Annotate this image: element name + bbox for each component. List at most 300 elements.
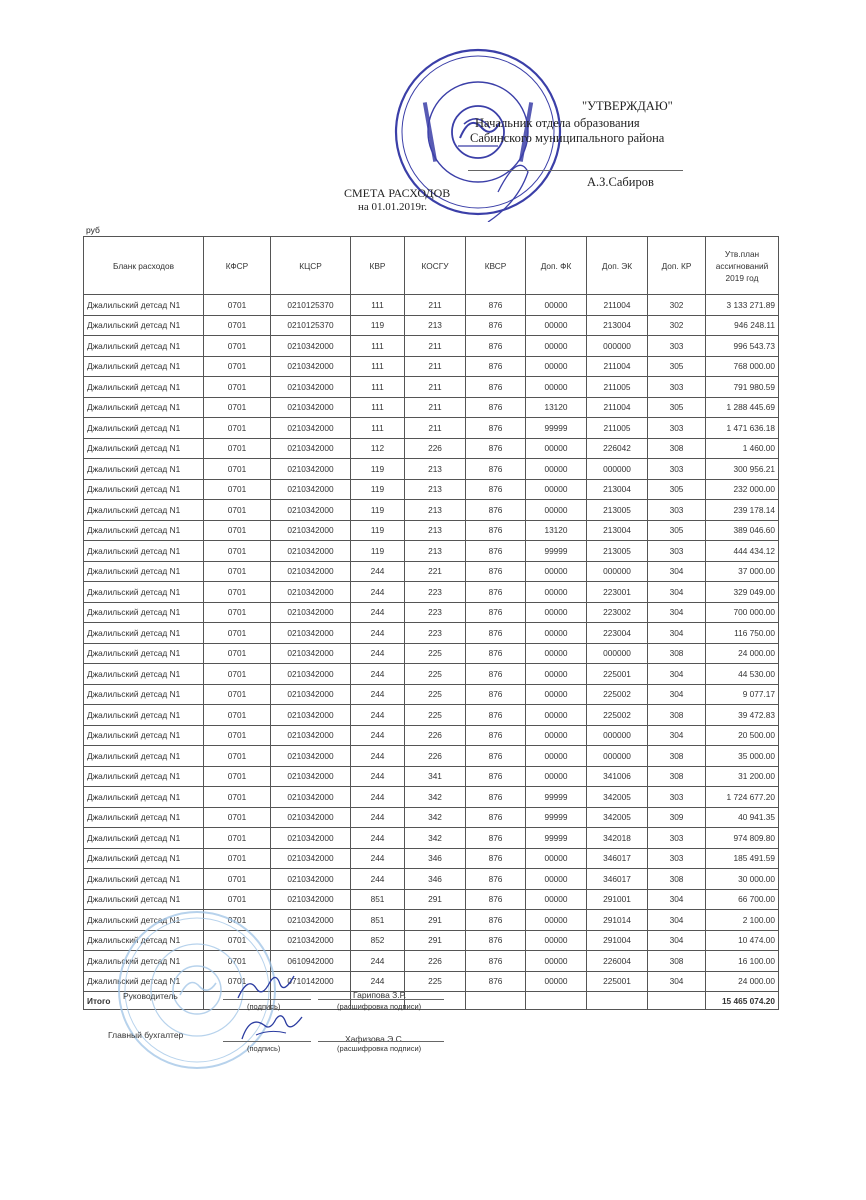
head-decode-caption: (расшифровка подписи) <box>337 1002 422 1011</box>
cell-expense-form: Джалильский детсад N1 <box>84 746 204 767</box>
table-row <box>84 295 779 316</box>
cell-dop-fk: 00000 <box>526 295 587 316</box>
cell-dop-fk: 13120 <box>526 397 587 418</box>
cell-plan-amount: 239 178.14 <box>706 500 779 521</box>
cell-kcsr: 0610942000 <box>271 951 351 972</box>
cell-kfsr: 0701 <box>204 582 271 603</box>
cell-kcsr: 0210342000 <box>271 582 351 603</box>
cell-kfsr: 0701 <box>204 356 271 377</box>
cell-kfsr: 0701 <box>204 520 271 541</box>
cell-kfsr: 0701 <box>204 561 271 582</box>
cell-kcsr: 0210342000 <box>271 725 351 746</box>
cell-dop-ek: 342005 <box>587 807 648 828</box>
cell-kvsr: 876 <box>466 643 526 664</box>
cell-kvsr: 876 <box>466 541 526 562</box>
cell-kvr: 119 <box>351 459 405 480</box>
cell-dop-fk: 00000 <box>526 500 587 521</box>
cell-expense-form: Джалильский детсад N1 <box>84 971 204 992</box>
cell-plan-amount: 37 000.00 <box>706 561 779 582</box>
cell-plan-amount: 116 750.00 <box>706 623 779 644</box>
approve-title: "УТВЕРЖДАЮ" <box>582 99 673 113</box>
cell-dop-kr: 302 <box>648 315 706 336</box>
cell-kosgu: 221 <box>405 561 466 582</box>
cell-kosgu: 226 <box>405 725 466 746</box>
cell-plan-amount: 66 700.00 <box>706 889 779 910</box>
cell-dop-kr: 308 <box>648 705 706 726</box>
table-row <box>84 807 779 828</box>
cell-dop-kr: 308 <box>648 951 706 972</box>
cell-kfsr: 0701 <box>204 602 271 623</box>
cell-dop-ek: 291014 <box>587 910 648 931</box>
cell-kfsr: 0701 <box>204 541 271 562</box>
cell-kcsr: 0210342000 <box>271 643 351 664</box>
cell-kfsr: 0701 <box>204 910 271 931</box>
head-handwritten-signature <box>232 972 302 1006</box>
cell-dop-kr: 304 <box>648 561 706 582</box>
cell-kvsr: 876 <box>466 377 526 398</box>
cell-plan-amount: 39 472.83 <box>706 705 779 726</box>
cell-dop-fk: 99999 <box>526 828 587 849</box>
cell-expense-form: Джалильский детсад N1 <box>84 397 204 418</box>
cell-kvr: 111 <box>351 336 405 357</box>
cell-kosgu: 213 <box>405 500 466 521</box>
cell-dop-ek: 225001 <box>587 664 648 685</box>
cell-dop-fk: 00000 <box>526 479 587 500</box>
cell-kvr: 244 <box>351 561 405 582</box>
cell-expense-form: Джалильский детсад N1 <box>84 418 204 439</box>
cell-kvr: 852 <box>351 930 405 951</box>
cell-dop-ek: 213005 <box>587 541 648 562</box>
cell-kvsr: 876 <box>466 664 526 685</box>
cell-kvsr: 876 <box>466 397 526 418</box>
cell-kvr: 244 <box>351 725 405 746</box>
column-header: КВСР <box>466 237 526 295</box>
cell-dop-kr: 304 <box>648 725 706 746</box>
cell-kosgu: 223 <box>405 623 466 644</box>
cell-plan-amount: 185 491.59 <box>706 848 779 869</box>
approve-signature-line <box>468 170 683 171</box>
cell-kcsr: 0210342000 <box>271 705 351 726</box>
approve-line-1: Начальник отдела образования <box>475 116 640 130</box>
cell-dop-fk: 00000 <box>526 869 587 890</box>
accountant-decode-line <box>318 1041 444 1042</box>
table-row <box>84 561 779 582</box>
cell-dop-ek: 211005 <box>587 377 648 398</box>
cell-plan-amount: 1 724 677.20 <box>706 787 779 808</box>
cell-dop-ek: 342018 <box>587 828 648 849</box>
head-name: Гарипова З.Р. <box>353 990 407 1000</box>
cell-dop-fk: 99999 <box>526 541 587 562</box>
cell-kvsr: 876 <box>466 828 526 849</box>
cell-kosgu: 342 <box>405 787 466 808</box>
cell-kvr: 119 <box>351 520 405 541</box>
cell-kvr: 851 <box>351 889 405 910</box>
cell-kvsr: 876 <box>466 746 526 767</box>
cell-kcsr: 0710142000 <box>271 971 351 992</box>
table-row <box>84 315 779 336</box>
cell-kcsr: 0210342000 <box>271 500 351 521</box>
table-row <box>84 623 779 644</box>
cell-kcsr: 0210342000 <box>271 356 351 377</box>
table-row <box>84 787 779 808</box>
table-row <box>84 602 779 623</box>
cell-dop-ek: 000000 <box>587 746 648 767</box>
head-sign-caption: (подпись) <box>247 1002 281 1011</box>
column-header: Доп. КР <box>648 237 706 295</box>
column-header: Доп. ФК <box>526 237 587 295</box>
cell-kosgu: 225 <box>405 705 466 726</box>
cell-plan-amount: 24 000.00 <box>706 643 779 664</box>
cell-expense-form: Джалильский детсад N1 <box>84 807 204 828</box>
document-date: на 01.01.2019г. <box>358 201 428 213</box>
cell-kvsr: 876 <box>466 459 526 480</box>
accountant-sign-caption: (подпись) <box>247 1044 281 1053</box>
cell-kvr: 244 <box>351 623 405 644</box>
cell-kvsr: 876 <box>466 869 526 890</box>
cell-kfsr: 0701 <box>204 930 271 951</box>
cell-dop-ek: 225001 <box>587 971 648 992</box>
cell-plan-amount: 329 049.00 <box>706 582 779 603</box>
cell-expense-form: Джалильский детсад N1 <box>84 602 204 623</box>
cell-kvr: 119 <box>351 500 405 521</box>
cell-plan-amount: 996 543.73 <box>706 336 779 357</box>
cell-plan-amount: 300 956.21 <box>706 459 779 480</box>
cell-dop-ek: 000000 <box>587 561 648 582</box>
cell-expense-form: Джалильский детсад N1 <box>84 500 204 521</box>
cell-kvr: 119 <box>351 541 405 562</box>
cell-dop-ek: 213004 <box>587 315 648 336</box>
cell-dop-kr: 308 <box>648 643 706 664</box>
cell-kvr: 244 <box>351 664 405 685</box>
cell-plan-amount: 1 288 445.69 <box>706 397 779 418</box>
cell-kvsr: 876 <box>466 910 526 931</box>
cell-plan-amount: 30 000.00 <box>706 869 779 890</box>
cell-dop-ek: 213004 <box>587 479 648 500</box>
cell-plan-amount: 16 100.00 <box>706 951 779 972</box>
cell-kvsr: 876 <box>466 787 526 808</box>
cell-kcsr: 0210125370 <box>271 295 351 316</box>
cell-expense-form: Джалильский детсад N1 <box>84 623 204 644</box>
cell-dop-fk: 00000 <box>526 459 587 480</box>
cell-dop-kr: 303 <box>648 377 706 398</box>
cell-kvsr: 876 <box>466 561 526 582</box>
cell-kfsr: 0701 <box>204 377 271 398</box>
table-row <box>84 459 779 480</box>
cell-dop-kr: 305 <box>648 479 706 500</box>
table-row <box>84 746 779 767</box>
cell-kvr: 111 <box>351 295 405 316</box>
cell-dop-ek: 211005 <box>587 418 648 439</box>
column-header: КОСГУ <box>405 237 466 295</box>
cell-dop-fk: 00000 <box>526 623 587 644</box>
cell-kfsr: 0701 <box>204 459 271 480</box>
cell-kvr: 244 <box>351 582 405 603</box>
cell-kfsr: 0701 <box>204 664 271 685</box>
cell-kosgu: 226 <box>405 438 466 459</box>
cell-kcsr: 0210342000 <box>271 561 351 582</box>
cell-dop-kr: 305 <box>648 356 706 377</box>
cell-kcsr: 0210342000 <box>271 930 351 951</box>
cell-expense-form: Джалильский детсад N1 <box>84 356 204 377</box>
cell-expense-form: Джалильский детсад N1 <box>84 725 204 746</box>
column-header: КВР <box>351 237 405 295</box>
cell-kosgu: 342 <box>405 828 466 849</box>
column-header: КЦСР <box>271 237 351 295</box>
cell-kcsr: 0210342000 <box>271 438 351 459</box>
cell-kvsr: 876 <box>466 848 526 869</box>
column-header: Доп. ЭК <box>587 237 648 295</box>
cell-kosgu: 346 <box>405 869 466 890</box>
table-row <box>84 848 779 869</box>
cell-dop-kr: 305 <box>648 397 706 418</box>
cell-plan-amount: 2 100.00 <box>706 910 779 931</box>
cell-kosgu: 291 <box>405 910 466 931</box>
cell-kvsr: 876 <box>466 336 526 357</box>
cell-dop-kr: 303 <box>648 459 706 480</box>
cell-dop-fk: 00000 <box>526 582 587 603</box>
cell-expense-form: Джалильский детсад N1 <box>84 315 204 336</box>
table-row <box>84 582 779 603</box>
cell-expense-form: Джалильский детсад N1 <box>84 295 204 316</box>
table-row <box>84 664 779 685</box>
cell-expense-form: Джалильский детсад N1 <box>84 951 204 972</box>
cell-dop-ek: 225002 <box>587 705 648 726</box>
cell-dop-ek: 000000 <box>587 459 648 480</box>
cell-dop-kr: 308 <box>648 766 706 787</box>
cell-dop-fk: 00000 <box>526 705 587 726</box>
cell-kvsr: 876 <box>466 971 526 992</box>
cell-kfsr: 0701 <box>204 828 271 849</box>
accountant-role-label: Главный бухгалтер <box>108 1030 184 1040</box>
table-row <box>84 397 779 418</box>
table-row <box>84 766 779 787</box>
table-body <box>84 295 779 992</box>
expense-estimate-table <box>83 236 779 1010</box>
cell-kfsr: 0701 <box>204 787 271 808</box>
cell-expense-form: Джалильский детсад N1 <box>84 787 204 808</box>
cell-kvr: 119 <box>351 479 405 500</box>
table-header-row <box>84 237 779 295</box>
cell-expense-form: Джалильский детсад N1 <box>84 459 204 480</box>
accountant-name: Хафизова Э.С. <box>345 1034 405 1044</box>
cell-kosgu: 211 <box>405 418 466 439</box>
cell-dop-ek: 211004 <box>587 397 648 418</box>
cell-kvsr: 876 <box>466 500 526 521</box>
cell-dop-kr: 304 <box>648 930 706 951</box>
cell-dop-kr: 304 <box>648 582 706 603</box>
cell-dop-fk: 00000 <box>526 766 587 787</box>
cell-kvsr: 876 <box>466 356 526 377</box>
cell-kfsr: 0701 <box>204 438 271 459</box>
cell-dop-kr: 303 <box>648 336 706 357</box>
cell-dop-kr: 305 <box>648 520 706 541</box>
table-row <box>84 643 779 664</box>
table-row <box>84 541 779 562</box>
cell-dop-fk: 00000 <box>526 725 587 746</box>
cell-kcsr: 0210342000 <box>271 684 351 705</box>
cell-dop-fk: 00000 <box>526 356 587 377</box>
cell-kvr: 111 <box>351 377 405 398</box>
cell-kosgu: 225 <box>405 684 466 705</box>
cell-kvsr: 876 <box>466 725 526 746</box>
cell-kvsr: 876 <box>466 705 526 726</box>
cell-kosgu: 213 <box>405 459 466 480</box>
cell-kvr: 244 <box>351 643 405 664</box>
cell-plan-amount: 232 000.00 <box>706 479 779 500</box>
cell-dop-ek: 211004 <box>587 356 648 377</box>
cell-dop-kr: 303 <box>648 418 706 439</box>
cell-dop-fk: 13120 <box>526 520 587 541</box>
cell-kcsr: 0210342000 <box>271 910 351 931</box>
column-header: Бланк расходов <box>84 237 204 295</box>
cell-plan-amount: 31 200.00 <box>706 766 779 787</box>
cell-kvsr: 876 <box>466 684 526 705</box>
cell-expense-form: Джалильский детсад N1 <box>84 705 204 726</box>
cell-kcsr: 0210342000 <box>271 828 351 849</box>
cell-expense-form: Джалильский детсад N1 <box>84 377 204 398</box>
currency-unit: руб <box>86 225 100 235</box>
cell-dop-fk: 00000 <box>526 336 587 357</box>
cell-plan-amount: 9 077.17 <box>706 684 779 705</box>
cell-dop-kr: 302 <box>648 295 706 316</box>
total-label: Итого <box>84 992 204 1010</box>
cell-plan-amount: 768 000.00 <box>706 356 779 377</box>
cell-kosgu: 225 <box>405 971 466 992</box>
cell-kfsr: 0701 <box>204 725 271 746</box>
cell-kvr: 851 <box>351 910 405 931</box>
cell-plan-amount: 974 809.80 <box>706 828 779 849</box>
cell-kfsr: 0701 <box>204 500 271 521</box>
cell-expense-form: Джалильский детсад N1 <box>84 869 204 890</box>
cell-expense-form: Джалильский детсад N1 <box>84 766 204 787</box>
cell-kcsr: 0210342000 <box>271 787 351 808</box>
cell-kfsr: 0701 <box>204 479 271 500</box>
cell-kosgu: 342 <box>405 807 466 828</box>
cell-kosgu: 226 <box>405 746 466 767</box>
cell-kcsr: 0210342000 <box>271 664 351 685</box>
cell-dop-ek: 213005 <box>587 500 648 521</box>
cell-plan-amount: 3 133 271.89 <box>706 295 779 316</box>
cell-kvsr: 876 <box>466 602 526 623</box>
cell-kosgu: 225 <box>405 664 466 685</box>
cell-dop-fk: 00000 <box>526 602 587 623</box>
cell-kvsr: 876 <box>466 582 526 603</box>
cell-kcsr: 0210125370 <box>271 315 351 336</box>
cell-expense-form: Джалильский детсад N1 <box>84 643 204 664</box>
table-row <box>84 479 779 500</box>
cell-dop-ek: 211004 <box>587 295 648 316</box>
cell-expense-form: Джалильский детсад N1 <box>84 889 204 910</box>
cell-plan-amount: 1 460.00 <box>706 438 779 459</box>
table-row <box>84 377 779 398</box>
cell-dop-kr: 309 <box>648 807 706 828</box>
cell-expense-form: Джалильский детсад N1 <box>84 828 204 849</box>
total-value: 15 465 074.20 <box>706 992 779 1010</box>
cell-kvr: 111 <box>351 356 405 377</box>
cell-kcsr: 0210342000 <box>271 746 351 767</box>
cell-dop-ek: 225002 <box>587 684 648 705</box>
cell-kvr: 119 <box>351 315 405 336</box>
cell-dop-fk: 00000 <box>526 930 587 951</box>
cell-expense-form: Джалильский детсад N1 <box>84 930 204 951</box>
cell-kcsr: 0210342000 <box>271 479 351 500</box>
cell-kcsr: 0210342000 <box>271 602 351 623</box>
approve-line-2: Сабинского муниципального района <box>470 131 665 145</box>
cell-kvr: 244 <box>351 807 405 828</box>
cell-plan-amount: 700 000.00 <box>706 602 779 623</box>
cell-kvsr: 876 <box>466 315 526 336</box>
cell-kvr: 244 <box>351 705 405 726</box>
cell-kcsr: 0210342000 <box>271 336 351 357</box>
table-row <box>84 520 779 541</box>
table-row <box>84 438 779 459</box>
cell-kosgu: 291 <box>405 930 466 951</box>
cell-kvr: 244 <box>351 828 405 849</box>
column-header: Утв.план ассигнований 2019 год <box>706 237 779 295</box>
cell-kosgu: 211 <box>405 377 466 398</box>
cell-expense-form: Джалильский детсад N1 <box>84 684 204 705</box>
cell-dop-ek: 291001 <box>587 889 648 910</box>
cell-dop-ek: 226042 <box>587 438 648 459</box>
head-role-label: Руководитель <box>123 991 178 1001</box>
cell-dop-ek: 223002 <box>587 602 648 623</box>
cell-dop-ek: 346017 <box>587 869 648 890</box>
cell-expense-form: Джалильский детсад N1 <box>84 541 204 562</box>
cell-kvr: 111 <box>351 397 405 418</box>
cell-dop-kr: 303 <box>648 848 706 869</box>
cell-kvsr: 876 <box>466 520 526 541</box>
cell-kvsr: 876 <box>466 930 526 951</box>
cell-kosgu: 213 <box>405 520 466 541</box>
cell-plan-amount: 1 471 636.18 <box>706 418 779 439</box>
cell-kfsr: 0701 <box>204 951 271 972</box>
cell-dop-kr: 303 <box>648 541 706 562</box>
cell-kcsr: 0210342000 <box>271 520 351 541</box>
cell-kosgu: 211 <box>405 336 466 357</box>
cell-kfsr: 0701 <box>204 746 271 767</box>
cell-kvr: 111 <box>351 418 405 439</box>
cell-dop-ek: 000000 <box>587 725 648 746</box>
table-row <box>84 500 779 521</box>
cell-plan-amount: 40 941.35 <box>706 807 779 828</box>
cell-kvsr: 876 <box>466 623 526 644</box>
head-decode-line <box>318 999 444 1000</box>
cell-plan-amount: 946 248.11 <box>706 315 779 336</box>
cell-dop-ek: 000000 <box>587 336 648 357</box>
cell-dop-fk: 99999 <box>526 807 587 828</box>
cell-kcsr: 0210342000 <box>271 807 351 828</box>
cell-kcsr: 0210342000 <box>271 869 351 890</box>
cell-dop-kr: 304 <box>648 664 706 685</box>
cell-kvr: 244 <box>351 766 405 787</box>
cell-plan-amount: 35 000.00 <box>706 746 779 767</box>
cell-kvsr: 876 <box>466 766 526 787</box>
cell-expense-form: Джалильский детсад N1 <box>84 910 204 931</box>
cell-kfsr: 0701 <box>204 889 271 910</box>
table-row <box>84 828 779 849</box>
cell-kosgu: 211 <box>405 397 466 418</box>
approver-name: А.З.Сабиров <box>587 175 654 189</box>
cell-expense-form: Джалильский детсад N1 <box>84 848 204 869</box>
cell-kfsr: 0701 <box>204 807 271 828</box>
cell-plan-amount: 24 000.00 <box>706 971 779 992</box>
cell-kcsr: 0210342000 <box>271 377 351 398</box>
cell-kvsr: 876 <box>466 889 526 910</box>
cell-dop-kr: 304 <box>648 971 706 992</box>
cell-expense-form: Джалильский детсад N1 <box>84 664 204 685</box>
cell-kfsr: 0701 <box>204 397 271 418</box>
cell-expense-form: Джалильский детсад N1 <box>84 561 204 582</box>
